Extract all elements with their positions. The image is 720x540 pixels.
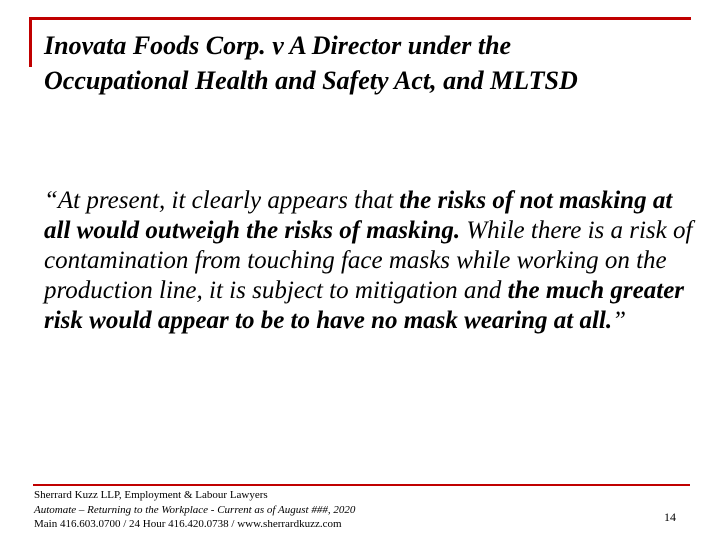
footer-presentation-name: Automate – Returning to the Workplace - Current as of August ###, 2020 [34,503,356,516]
quote-bold-2: the much greater risk would appear to be to have no mask wearing at all. [44,277,685,334]
footer-rule [33,484,690,486]
quote-text-1: “At present, it clearly appears that [44,187,400,214]
footer-firm-name: Sherrard Kuzz LLP, Employment & Labour Lawyers [34,489,268,501]
quote-close-mark: ” [612,307,627,334]
title-left-rule [29,17,32,67]
title-top-rule [29,17,691,20]
slide-title-line-1: Inovata Foods Corp. v A Director under the [44,31,512,60]
court-quote [44,186,704,336]
slide-title [44,28,694,98]
footer-contact-info: Main 416.603.0700 / 24 Hour 416.420.0738 / www.sherrardkuzz.com [34,518,342,530]
footer [34,488,594,532]
page-number: 14 [664,510,676,524]
slide-title-line-2: Occupational Health and Safety Act, and MLTSD [44,66,578,95]
quote-text-2: While there is a risk of contamination from touching face masks while working on the production line, it is subject to mitigation and [44,217,693,304]
quote-bold-1: the risks of not masking at all would outweigh the risks of masking. [44,187,673,244]
